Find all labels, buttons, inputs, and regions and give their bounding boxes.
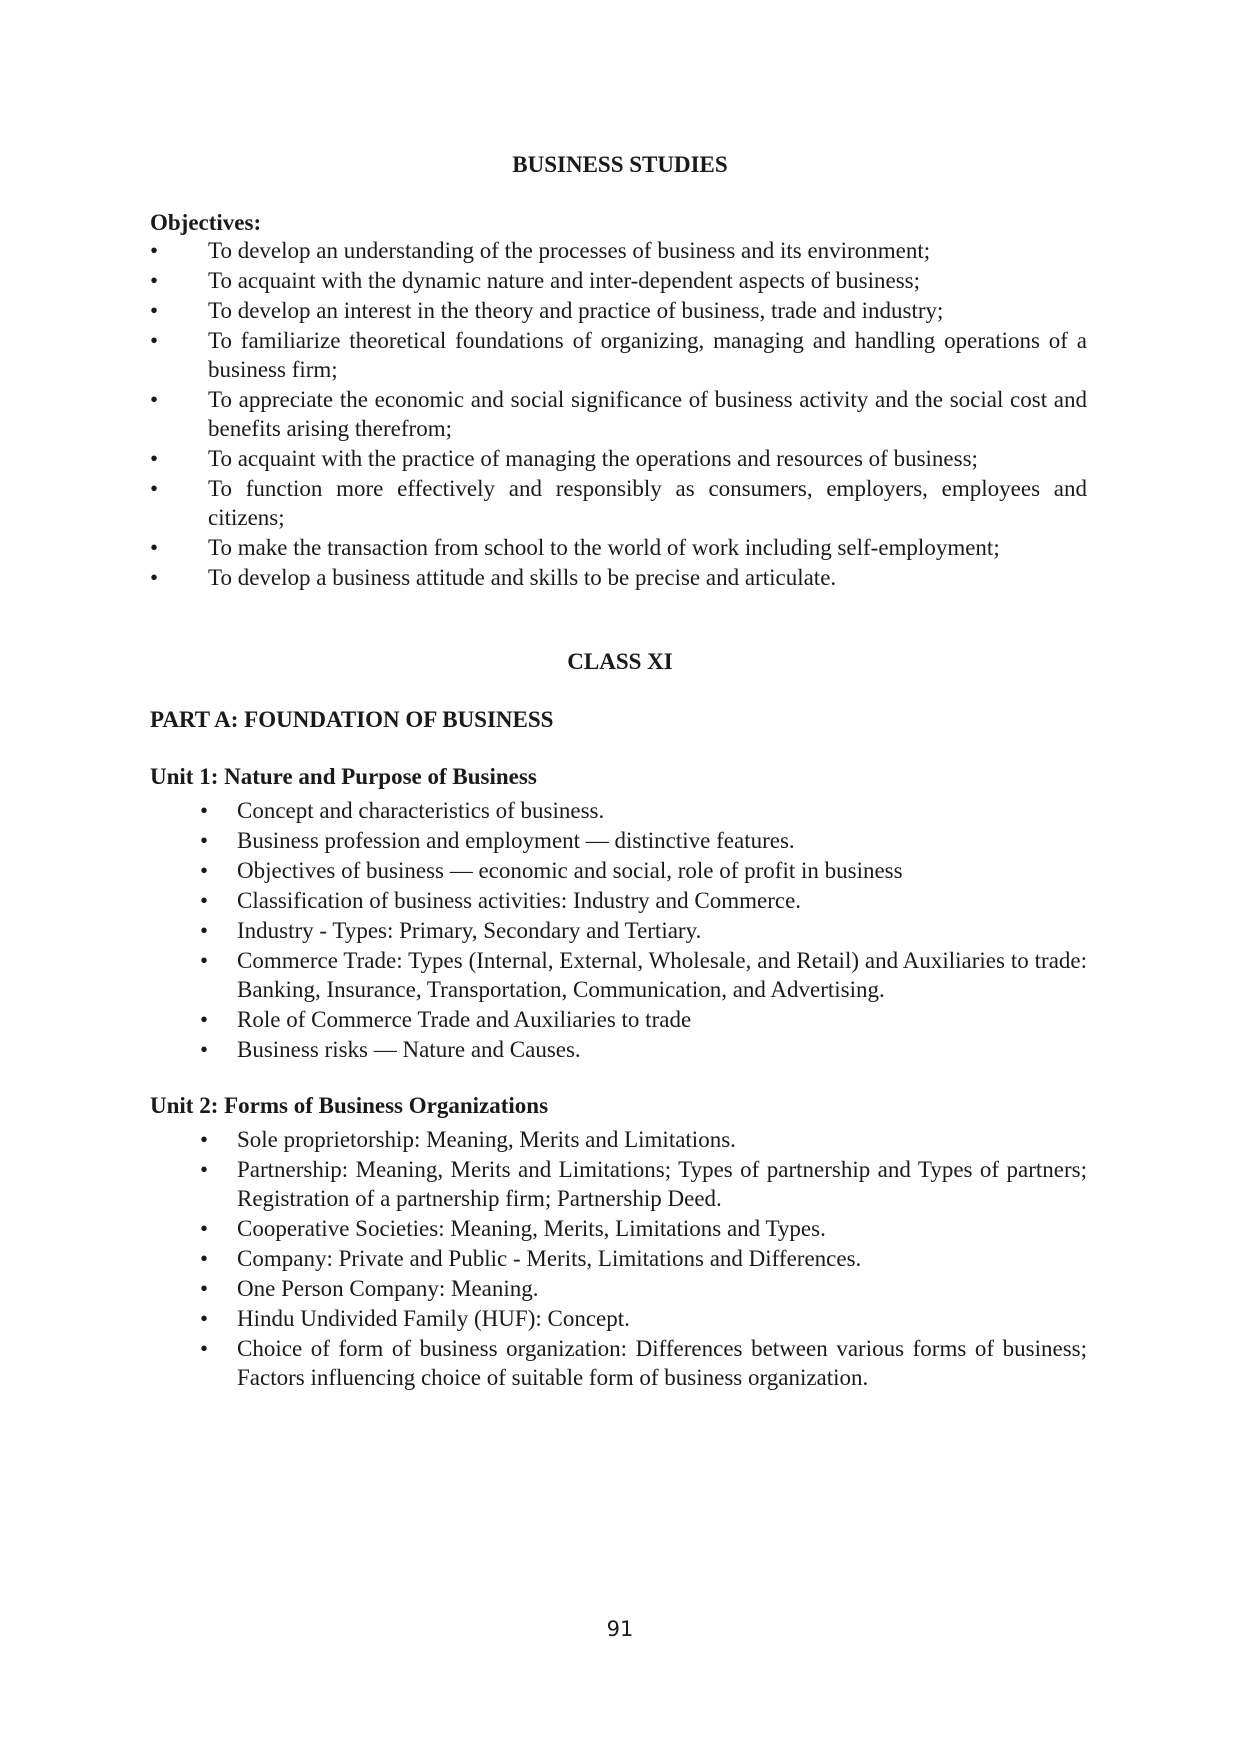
topic-text: Industry - Types: Primary, Secondary and Tertiary. — [237, 918, 702, 943]
class-title: CLASS XI — [567, 649, 673, 674]
bullet-icon: • — [150, 446, 159, 471]
bullet-icon: • — [200, 1007, 209, 1032]
topic-text: Cooperative Societies: Meaning, Merits, Limitations and Types. — [237, 1216, 826, 1241]
bullet-icon: • — [200, 1276, 209, 1301]
objective-item — [150, 385, 1087, 443]
objective-item — [150, 474, 1087, 532]
document-title: BUSINESS STUDIES — [512, 152, 728, 177]
list-item — [200, 826, 1087, 855]
bullet-icon: • — [200, 1157, 209, 1182]
list-item — [200, 1035, 1087, 1064]
unit2-heading: Unit 2: Forms of Business Organizations — [150, 1093, 549, 1118]
unit2-topics-list — [200, 1125, 1087, 1393]
list-item — [200, 796, 1087, 825]
part-title: PART A: FOUNDATION OF BUSINESS — [150, 707, 554, 732]
objective-text: To develop a business attitude and skills to be precise and articulate. — [208, 565, 837, 590]
list-item — [200, 1304, 1087, 1333]
objective-text: To function more effectively and responsibly as consumers, employers, employees and citizens; — [208, 476, 1087, 530]
topic-text: Classification of business activities: Industry and Commerce. — [237, 888, 802, 913]
list-item — [200, 1125, 1087, 1154]
bullet-icon: • — [150, 565, 159, 590]
bullet-icon: • — [200, 948, 209, 973]
objective-item — [150, 326, 1087, 384]
bullet-icon: • — [150, 535, 159, 560]
bullet-icon: • — [200, 1246, 209, 1271]
objective-text: To develop an interest in the theory and practice of business, trade and industry; — [208, 298, 944, 323]
bullet-icon: • — [200, 828, 209, 853]
objective-item — [150, 266, 1087, 295]
list-item — [200, 1244, 1087, 1273]
list-item — [200, 856, 1087, 885]
topic-text: Concept and characteristics of business. — [237, 798, 605, 823]
bullet-icon: • — [200, 1336, 209, 1361]
list-item — [200, 946, 1087, 1004]
list-item — [200, 916, 1087, 945]
topic-text: Choice of form of business organization: Differences between various forms of business; Factors influencing choice of suitable form of business organization. — [237, 1336, 1087, 1390]
objective-text: To acquaint with the dynamic nature and inter-dependent aspects of business; — [208, 268, 920, 293]
topic-text: Role of Commerce Trade and Auxiliaries to trade — [237, 1007, 692, 1032]
objective-text: To acquaint with the practice of managing the operations and resources of business; — [208, 446, 978, 471]
list-item — [200, 886, 1087, 915]
list-item — [200, 1005, 1087, 1034]
objectives-heading: Objectives: — [150, 210, 262, 235]
bullet-icon: • — [150, 298, 159, 323]
bullet-icon: • — [200, 918, 209, 943]
objective-text: To develop an understanding of the processes of business and its environment; — [208, 238, 931, 263]
topic-text: Hindu Undivided Family (HUF): Concept. — [237, 1306, 630, 1331]
topic-text: Commerce Trade: Types (Internal, External, Wholesale, and Retail) and Auxiliaries to trade: Banking, Insurance, Transportation, Communication, and Advertising. — [237, 948, 1087, 1002]
topic-text: Sole proprietorship: Meaning, Merits and Limitations. — [237, 1127, 736, 1152]
unit1-topics-list — [200, 796, 1087, 1065]
page-number: 91 — [606, 1617, 634, 1641]
list-item — [200, 1214, 1087, 1243]
topic-text: Partnership: Meaning, Merits and Limitations; Types of partnership and Types of partners; Registration of a partnership firm; Partnership Deed. — [237, 1157, 1087, 1211]
bullet-icon: • — [200, 858, 209, 883]
list-item — [200, 1274, 1087, 1303]
objective-text: To appreciate the economic and social significance of business activity and the social cost and benefits arising therefrom; — [208, 387, 1087, 441]
topic-text: Company: Private and Public - Merits, Limitations and Differences. — [237, 1246, 862, 1271]
objective-item — [150, 296, 1087, 325]
objective-item — [150, 533, 1087, 562]
list-item — [200, 1155, 1087, 1213]
topic-text: One Person Company: Meaning. — [237, 1276, 539, 1301]
objective-text: To familiarize theoretical foundations of organizing, managing and handling operations of a business firm; — [208, 328, 1087, 382]
objective-text: To make the transaction from school to the world of work including self-employment; — [208, 535, 1000, 560]
bullet-icon: • — [150, 328, 159, 353]
unit1-heading: Unit 1: Nature and Purpose of Business — [150, 764, 537, 789]
bullet-icon: • — [200, 1216, 209, 1241]
bullet-icon: • — [200, 888, 209, 913]
objective-item — [150, 444, 1087, 473]
list-item — [200, 1334, 1087, 1392]
bullet-icon: • — [150, 268, 159, 293]
topic-text: Business profession and employment — distinctive features. — [237, 828, 795, 853]
objective-item — [150, 563, 1087, 592]
bullet-icon: • — [150, 387, 159, 412]
topic-text: Business risks — Nature and Causes. — [237, 1037, 581, 1062]
topic-text: Objectives of business — economic and social, role of profit in business — [237, 858, 903, 883]
bullet-icon: • — [200, 1127, 209, 1152]
objective-item — [150, 236, 1087, 265]
bullet-icon: • — [200, 1306, 209, 1331]
objectives-list — [150, 236, 1087, 593]
bullet-icon: • — [150, 476, 159, 501]
bullet-icon: • — [200, 798, 209, 823]
bullet-icon: • — [150, 238, 159, 263]
bullet-icon: • — [200, 1037, 209, 1062]
